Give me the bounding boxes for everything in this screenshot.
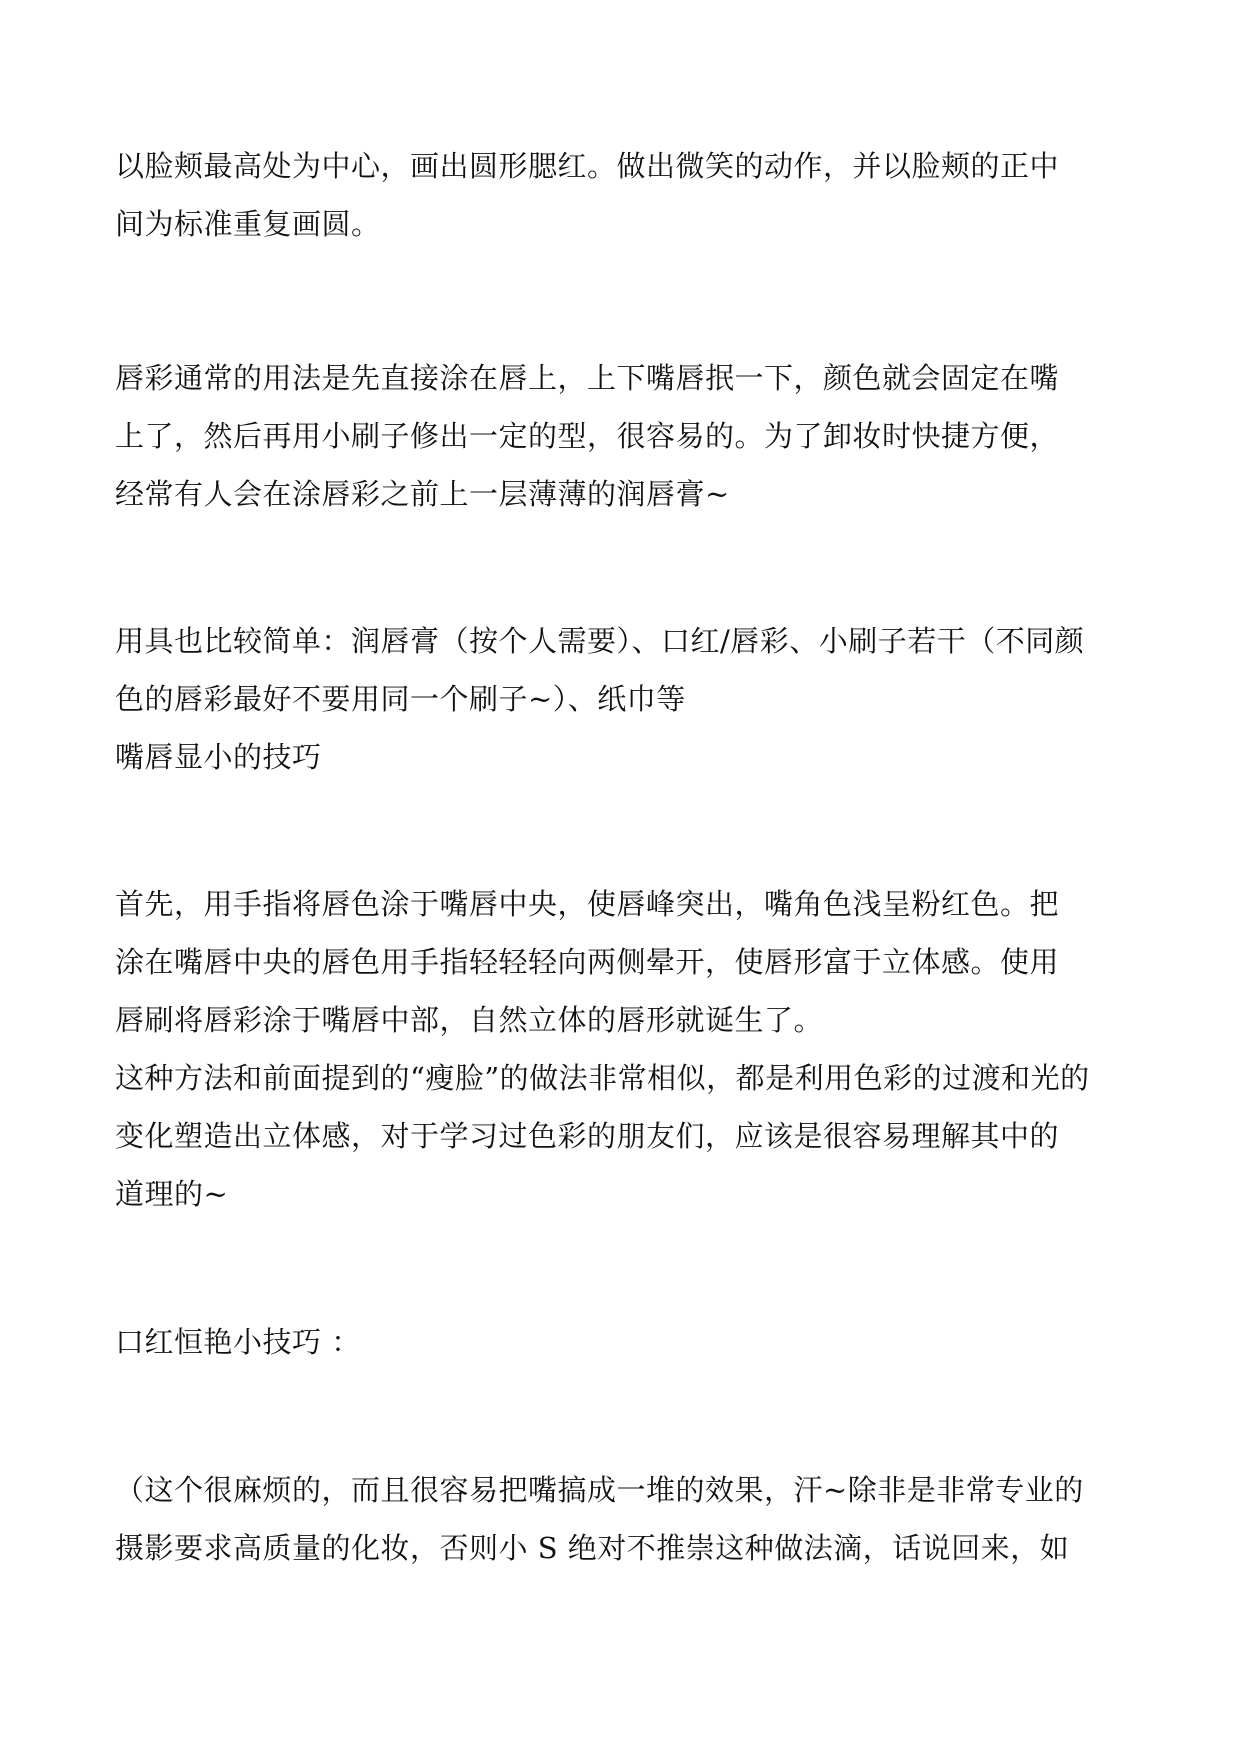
paragraph-line: 色的唇彩最好不要用同一个刷子~）、纸巾等 bbox=[115, 682, 686, 716]
paragraph-line: 经常有人会在涂唇彩之前上一层薄薄的润唇膏~ bbox=[115, 477, 730, 511]
paragraph-line: 涂在嘴唇中央的唇色用手指轻轻轻向两侧晕开，使唇形富于立体感。使用 bbox=[115, 945, 1060, 979]
paragraph-line: 首先，用手指将唇色涂于嘴唇中央，使唇峰突出，嘴角色浅呈粉红色。把 bbox=[115, 887, 1060, 921]
section-heading: 嘴唇显小的技巧 bbox=[115, 740, 322, 774]
paragraph-line: 道理的~ bbox=[115, 1177, 229, 1211]
paragraph-line: 以脸颊最高处为中心，画出圆形腮红。做出微笑的动作，并以脸颊的正中 bbox=[115, 149, 1060, 183]
paragraph-line: 唇彩通常的用法是先直接涂在唇上，上下嘴唇抿一下，颜色就会固定在嘴 bbox=[115, 361, 1060, 395]
paragraph-line: （这个很麻烦的，而且很容易把嘴搞成一堆的效果，汗~除非是非常专业的 bbox=[115, 1473, 1084, 1507]
paragraph-line: 用具也比较简单：润唇膏（按个人需要）、口红/唇彩、小刷子若干（不同颜 bbox=[115, 624, 1085, 658]
paragraph-line: 唇刷将唇彩涂于嘴唇中部，自然立体的唇形就诞生了。 bbox=[115, 1003, 824, 1037]
paragraph-line: 摄影要求高质量的化妆，否则小 S 绝对不推崇这种做法滴，话说回来，如 bbox=[115, 1531, 1070, 1565]
section-heading: 口红恒艳小技巧 ： bbox=[115, 1325, 361, 1359]
paragraph-line: 变化塑造出立体感，对于学习过色彩的朋友们，应该是很容易理解其中的 bbox=[115, 1119, 1060, 1153]
paragraph-line: 这种方法和前面提到的“瘦脸”的做法非常相似，都是利用色彩的过渡和光的 bbox=[115, 1061, 1090, 1095]
paragraph-line: 上了，然后再用小刷子修出一定的型，很容易的。为了卸妆时快捷方便， bbox=[115, 419, 1060, 453]
paragraph-line: 间为标准重复画圆。 bbox=[115, 207, 381, 241]
